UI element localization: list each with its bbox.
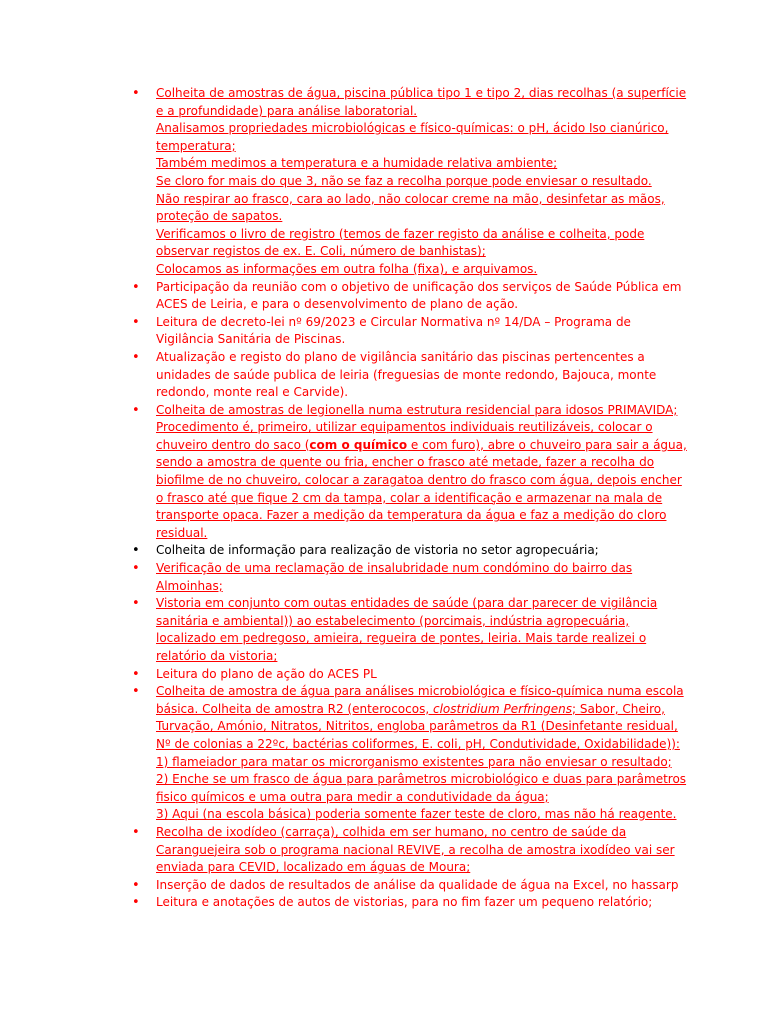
text-line: Se cloro for mais do que 3, não se faz a recolha porque pode enviesar o resultado. (156, 173, 652, 188)
text-line: unidades de saúde publica de leiria (freguesias de monte redondo, Bajouca, monte (156, 367, 657, 382)
text-line: Leitura do plano de ação do ACES PL (156, 666, 377, 681)
text-line (156, 437, 687, 455)
text-line: localizado em pedregoso, amieira, regueira de pontes, leiria. Mais tarde realizei o (156, 631, 647, 646)
bullet-icon: • (132, 666, 140, 682)
text-line: enviada para CEVID, localizado em águas de Moura; (156, 860, 471, 875)
text-line: proteção de sapatos. (156, 209, 283, 224)
text-line: Colheita de informação para realização de vistoria no setor agropecuária; (156, 543, 599, 558)
text-line: o frasco até que fique 2 cm da tampa, colar a identificação e armazenar na mala de (156, 490, 663, 505)
text-line: relatório da vistoria; (156, 649, 278, 663)
bullet-icon: • (132, 596, 140, 612)
text-line: Nº de colonias a 22ºc, bactérias coliformes, E. coli, pH, Condutividade, Oxidabilidade)): (156, 736, 680, 751)
text-line: Turvação, Amónio, Nitratos, Nitritos, engloba parâmetros da R1 (Desinfetante residual, (156, 719, 678, 734)
activity-list (130, 85, 687, 912)
text-line: Analisamos propriedades microbiológicas e físico-químicas: o pH, ácido Iso cianúrico, (156, 121, 669, 136)
text-line: Procedimento é, primeiro, utilizar equipamentos individuais reutilizáveis, colocar o (156, 420, 653, 435)
text-line: redondo, monte real e Carvide). (156, 385, 349, 400)
text-line: sanitária e ambiental)) ao estabelecimento (porcimais, indústria agropecuária, (156, 613, 630, 628)
text-line: Também medimos a temperatura e a humidade relativa ambiente; (156, 156, 558, 171)
text-line: temperatura; (156, 138, 236, 153)
list-item (130, 560, 638, 595)
bullet-icon: • (132, 314, 140, 330)
list-item (130, 85, 687, 279)
list-item (130, 349, 657, 402)
list-item (130, 279, 682, 314)
italic-text-run: clostridium Perfringens (432, 701, 573, 716)
text-run: ; Sabor, Cheiro, (572, 701, 665, 716)
text-line: 2) Enche se um frasco de água para parâmetros microbiológico e duas para parâmetros (156, 772, 687, 787)
text-line: Participação da reunião com o objetivo de unificação dos serviços de Saúde Pública em (156, 279, 682, 294)
text-line: ACES de Leiria, e para o desenvolvimento de plano de ação. (156, 297, 519, 312)
text-line: residual. (156, 525, 208, 540)
list-item (130, 877, 679, 895)
text-line: Verificação de uma reclamação de insalubridade num condómino do bairro das (156, 561, 633, 576)
text-line: Colheita de amostras de legionella numa estrutura residencial para idosos PRIMAVIDA; (156, 402, 678, 417)
bullet-icon: • (132, 86, 140, 101)
list-item (130, 824, 675, 877)
bullet-icon: • (132, 824, 140, 840)
text-line: Recolha de ixodídeo (carraça), colhida em ser humano, no centro de saúde da (156, 824, 627, 839)
text-line: Colheita de amostra de água para análises microbiológica e físico-química numa escola (156, 684, 684, 699)
bullet-icon: • (132, 279, 140, 295)
list-item (130, 542, 638, 560)
text-line: Inserção de dados de resultados de análise da qualidade de água na Excel, no hassarp (156, 877, 679, 892)
bullet-icon: • (132, 402, 140, 418)
text-line: biofilme de no chuveiro, colocar a zaragatoa dentro do frasco com água, depois encher (156, 473, 682, 488)
bullet-icon: • (132, 895, 140, 911)
list-item (130, 595, 658, 665)
text-line: 1) flameiador para matar os microrganismo existentes para não enviesar o resultado; (156, 754, 672, 769)
text-line (156, 701, 665, 719)
text-line: Caranguejeira sob o programa nacional REVIVE, a recolha de amostra ixodídeo vai ser (156, 842, 675, 857)
text-line: Almoinhas; (156, 578, 223, 593)
list-item (130, 666, 638, 684)
text-line: 3) Aqui (na escola básica) poderia somente fazer teste de cloro, mas não há reagente. (156, 807, 677, 822)
text-line: Vistoria em conjunto com outas entidades de saúde (para dar parecer de vigilância (156, 596, 658, 611)
text-line: Leitura de decreto-lei nº 69/2023 e Circular Normativa nº 14/DA – Programa de (156, 314, 631, 329)
text-line: e a profundidade) para análise laboratorial. (156, 103, 418, 118)
text-line: Colocamos as informações em outra folha (fixa), e arquivamos. (156, 261, 538, 276)
text-run: básica. Colheita de amostra R2 (enterococos, (156, 701, 433, 716)
text-line: Colheita de amostras de água, piscina pública tipo 1 e tipo 2, dias recolhas (a superfície (156, 86, 687, 100)
list-item (130, 683, 687, 824)
text-run: chuveiro dentro do saco ( (156, 437, 310, 452)
text-line: Vigilância Sanitária de Piscinas. (156, 332, 346, 347)
text-run: e com furo), abre o chuveiro para sair a água, (407, 437, 687, 452)
text-line: Leitura e anotações de autos de vistorias, para no fim fazer um pequeno relatório; (156, 895, 653, 910)
list-item (130, 402, 687, 543)
bullet-icon: • (132, 877, 140, 893)
list-item (130, 894, 653, 912)
bullet-icon: • (132, 543, 140, 559)
bullet-icon: • (132, 349, 140, 365)
bold-text-run: com o químico (309, 437, 408, 452)
text-line: sendo a amostra de quente ou fria, encher o frasco até metade, fazer a recolha do (156, 455, 655, 470)
text-line: Não respirar ao frasco, cara ao lado, não colocar creme na mão, desinfetar as mãos, (156, 191, 665, 206)
bullet-icon: • (132, 561, 140, 577)
list-item (130, 314, 638, 349)
text-line: transporte opaca. Fazer a medição da temperatura da água e faz a medição do cloro (156, 508, 667, 523)
text-line: Atualização e registo do plano de vigilância sanitário das piscinas pertencentes a (156, 349, 645, 364)
bullet-icon: • (132, 684, 140, 700)
text-line: fisico químicos e uma outra para medir a condutividade da água; (156, 789, 549, 804)
text-line: observar registos de ex. E. Coli, número de banhistas); (156, 244, 486, 259)
text-line: Verificamos o livro de registro (temos de fazer registo da análise e colheita, pode (156, 226, 645, 241)
